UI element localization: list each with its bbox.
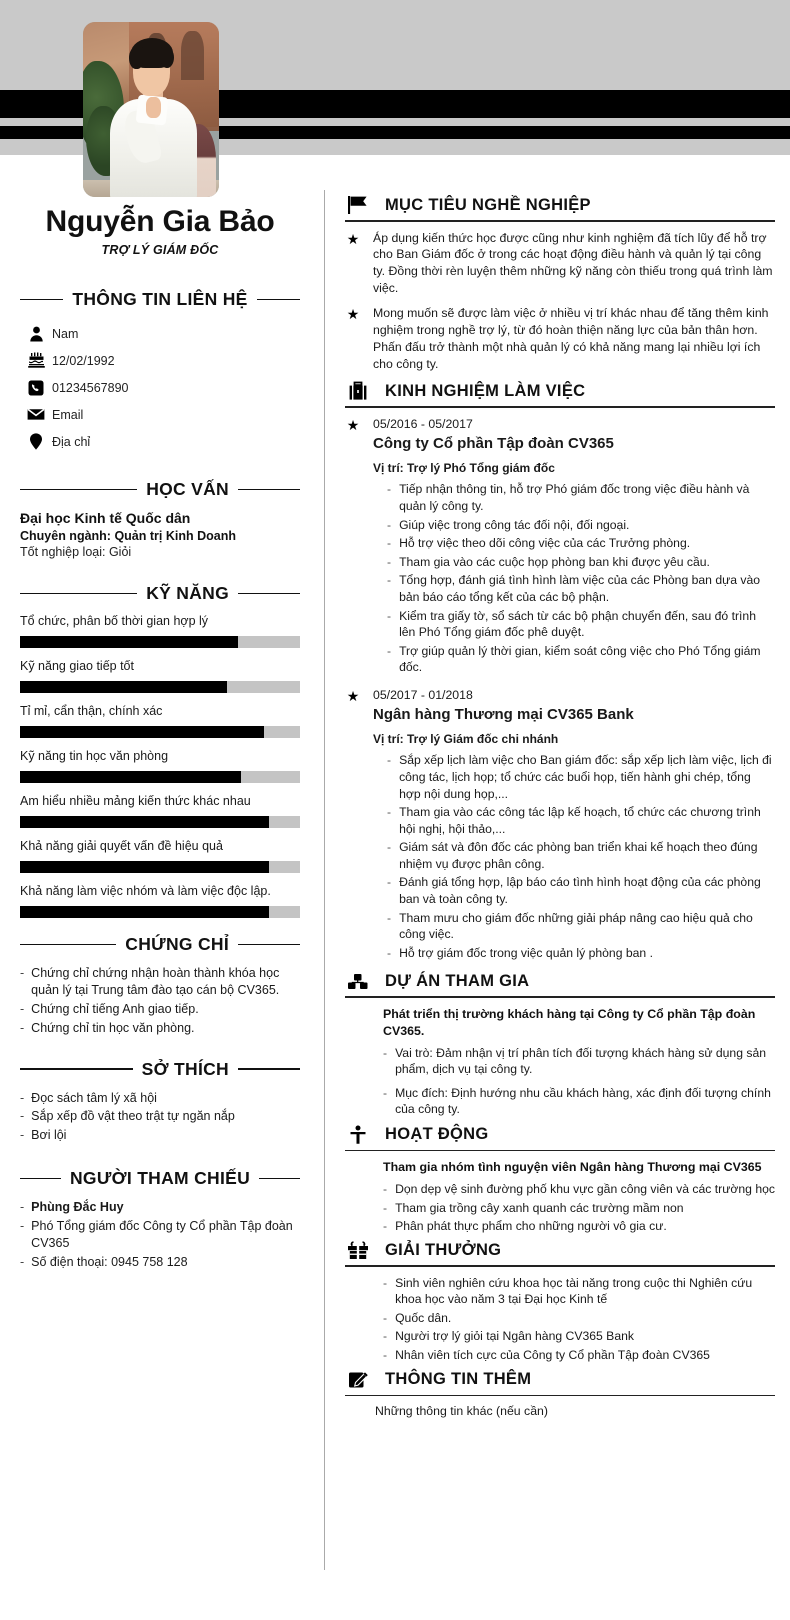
job-company: Ngân hàng Thương mại CV365 Bank — [373, 705, 634, 723]
references-list — [20, 1199, 300, 1271]
birthday-cake-icon — [20, 352, 52, 369]
list-item-text: Sắp xếp đồ vật theo trật tự ngăn nắp — [31, 1109, 235, 1124]
contact-row-birthday — [20, 347, 300, 374]
job-date: 05/2016 - 05/2017 — [373, 416, 473, 431]
objective-item — [345, 305, 775, 372]
contact-value-address: Địa chỉ — [52, 434, 91, 449]
skill-bar-fill — [20, 681, 227, 693]
list-item — [387, 910, 775, 943]
skill-label: Tỉ mỉ, cẩn thận, chính xác — [20, 704, 163, 718]
projects-list — [383, 1045, 775, 1118]
experience-title: KINH NGHIỆM LÀM VIỆC — [385, 381, 586, 400]
objective-text: Áp dụng kiến thức học được cũng như kinh nghiệm đã tích lũy để hỗ trợ cho Ban Giám đốc ở trong các hoạt động điều hành và quản lý tại công ty. Đồng thời rèn luyện thêm những kỹ năng còn thiếu trong quá trình làm việc. — [373, 230, 773, 295]
skill-bar-fill — [20, 906, 269, 918]
bullet-dash: - — [20, 1254, 25, 1269]
edit-note-icon — [345, 1370, 371, 1390]
bullet-dash: - — [387, 840, 392, 855]
list-item — [383, 1218, 775, 1235]
list-item — [20, 1108, 300, 1125]
list-item — [387, 608, 775, 641]
bullet-dash: - — [20, 1020, 25, 1035]
bullet-dash: - — [383, 1085, 388, 1100]
list-item — [387, 874, 775, 907]
skill-bar — [20, 906, 300, 918]
skill-bar — [20, 681, 300, 693]
bullet-dash: - — [383, 1347, 388, 1362]
skill-item — [20, 659, 300, 693]
list-item — [20, 965, 300, 999]
list-item-text: Tiếp nhận thông tin, hỗ trợ Phó giám đốc trong việc điều hành và quản lý công ty. — [399, 482, 750, 513]
experience-body — [373, 416, 775, 678]
bullet-dash: - — [383, 1329, 388, 1344]
bullet-dash: - — [387, 482, 392, 497]
additional-rule — [345, 1395, 775, 1397]
list-item-text: Kiểm tra giấy tờ, sổ sách từ các bộ phận chuyển đến, sau đó trình lên Phó Tổng giám đốc phê duyệt. — [399, 608, 756, 640]
skill-bar-fill — [20, 636, 238, 648]
list-item-text: Phùng Đắc Huy — [31, 1200, 124, 1215]
skill-item — [20, 794, 300, 828]
awards-list — [383, 1275, 775, 1364]
list-item — [20, 1218, 300, 1252]
section-projects — [345, 972, 775, 1117]
map-pin-icon — [20, 433, 52, 450]
star-bullet-icon: ★ — [346, 306, 360, 323]
bullet-dash: - — [387, 643, 392, 658]
experience-list — [345, 416, 775, 964]
star-bullet-icon: ★ — [346, 230, 360, 247]
bullet-dash: - — [387, 573, 392, 588]
skill-item — [20, 704, 300, 738]
list-item — [383, 1347, 775, 1364]
person-icon — [20, 326, 52, 342]
star-bullet-icon: ★ — [346, 687, 360, 704]
list-item-text: Chứng chỉ tin học văn phòng. — [31, 1020, 195, 1035]
list-item-text: Người trợ lý giỏi tại Ngân hàng CV365 Bank — [395, 1329, 634, 1344]
bullet-dash: - — [20, 966, 25, 980]
bullet-dash: - — [20, 1128, 25, 1143]
section-experience — [345, 381, 775, 963]
list-item-text: Vai trò: Đảm nhận vị trí phân tích đối tượng khách hàng sử dụng sản phẩm, dịch vụ tại công ty. — [395, 1045, 767, 1077]
list-item-text: Tổng hợp, đánh giá tình hình làm việc của các Phòng ban dựa vào bản báo cáo tổng kết của các bộ phận. — [399, 573, 761, 604]
job-duty-list — [387, 752, 775, 961]
list-item — [387, 804, 775, 837]
left-column — [0, 275, 320, 1273]
objective-text: Mong muốn sẽ được làm việc ở nhiều vị trí khác nhau để tăng thêm kinh nghiệm trong nghề trợ lý, từ đó hoàn thiện năng lực của bản thân hơn. Phấn đấu trở thành một nhà quản lý có khả năng mang lại nhiều lợi ích cho công ty. — [373, 306, 769, 371]
list-item — [387, 643, 775, 676]
profile-photo — [83, 22, 219, 197]
list-item-text: Hỗ trợ việc theo dõi công việc của các Trưởng phòng. — [399, 536, 691, 551]
certificates-list — [20, 965, 300, 1037]
list-item-text: Dọn dẹp vệ sinh đường phố khu vực gần công viên và các trường học — [395, 1182, 775, 1197]
skills-title: KỸ NĂNG — [146, 583, 229, 603]
skill-bar-fill — [20, 816, 269, 828]
bullet-dash: - — [387, 554, 392, 569]
bullet-dash: - — [383, 1219, 388, 1234]
bullet-dash: - — [383, 1200, 388, 1215]
bullet-dash: - — [387, 945, 392, 960]
additional-text: Những thông tin khác (nếu cần) — [375, 1404, 548, 1419]
objective-title: MỤC TIÊU NGHỀ NGHIỆP — [385, 195, 591, 214]
list-item — [20, 1199, 300, 1216]
objective-list — [345, 230, 775, 373]
bullet-dash: - — [387, 536, 392, 551]
section-header-experience — [345, 381, 775, 406]
skill-bar — [20, 861, 300, 873]
bullet-dash: - — [387, 875, 392, 890]
list-item — [387, 572, 775, 605]
hobbies-list — [20, 1090, 300, 1145]
list-item — [387, 535, 775, 552]
skill-label: Khả năng làm việc nhóm và làm việc độc lập. — [20, 884, 271, 898]
awards-title: GIẢI THƯỞNG — [385, 1240, 502, 1259]
briefcase-icon — [345, 381, 371, 401]
contact-value-gender: Nam — [52, 326, 79, 341]
section-header-skills — [20, 583, 300, 604]
list-item — [387, 554, 775, 571]
gift-icon — [345, 1241, 371, 1260]
bullet-dash: - — [387, 517, 392, 532]
education-block — [20, 510, 300, 559]
person-activity-icon — [345, 1125, 371, 1145]
list-item — [387, 752, 775, 802]
list-item-text: Đọc sách tâm lý xã hội — [31, 1090, 157, 1105]
list-item-text: Tham gia trồng cây xanh quanh các trường mầm non — [395, 1200, 684, 1215]
contact-list — [20, 320, 300, 455]
projects-headline: Phát triển thị trường khách hàng tại Công ty Cổ phần Tập đoàn CV365. — [383, 1007, 756, 1038]
list-item — [383, 1275, 775, 1308]
references-title: NGƯỜI THAM CHIẾU — [69, 1168, 251, 1189]
list-item — [383, 1045, 775, 1078]
skill-bar — [20, 816, 300, 828]
contact-row-phone — [20, 374, 300, 401]
list-item-text: Phân phát thực phẩm cho những người vô gia cư. — [395, 1219, 667, 1234]
education-major: Chuyên ngành: Quản trị Kinh Doanh — [20, 529, 236, 543]
profile-photo-image — [83, 22, 219, 197]
skill-label: Kỹ năng tin học văn phòng — [20, 749, 169, 763]
section-header-education — [20, 479, 300, 500]
list-item — [20, 1127, 300, 1144]
education-school: Đại học Kinh tế Quốc dân — [20, 510, 191, 526]
skill-label: Am hiểu nhiều mảng kiến thức khác nhau — [20, 794, 251, 808]
objective-item — [345, 230, 775, 297]
activities-list — [383, 1181, 775, 1235]
bullet-dash: - — [383, 1045, 388, 1060]
job-position: Vị trí: Trợ lý Giám đốc chi nhánh — [373, 732, 559, 746]
experience-item — [345, 416, 775, 678]
list-item — [383, 1328, 775, 1345]
contact-value-phone: 01234567890 — [52, 380, 129, 395]
skill-label: Khả năng giải quyết vấn đề hiệu quả — [20, 839, 223, 853]
list-item-text: Giám sát và đôn đốc các phòng ban triển khai kế hoạch theo đúng nhiệm vụ được phân công. — [399, 840, 758, 871]
list-item — [383, 1181, 775, 1198]
bullet-dash: - — [383, 1310, 388, 1325]
star-bullet-icon: ★ — [346, 416, 360, 433]
section-awards — [345, 1241, 775, 1364]
contact-row-gender — [20, 320, 300, 347]
candidate-role: TRỢ LÝ GIÁM ĐỐC — [101, 243, 219, 257]
list-item-text: Mục đích: Định hướng nhu cầu khách hàng, xác định đối tượng chính của công ty. — [395, 1085, 771, 1117]
contact-title: THÔNG TIN LIÊN HỆ — [72, 289, 248, 309]
list-item-text: Trợ giúp quản lý thời gian, kiểm soát công việc cho Phó Tổng giám đốc. — [399, 643, 761, 675]
job-duty-list — [387, 481, 775, 676]
list-item-text: Đánh giá tổng hợp, lập báo cáo tình hình hoạt động của các phòng ban và toàn công ty. — [399, 875, 761, 907]
skill-bar — [20, 636, 300, 648]
skill-bar-fill — [20, 861, 269, 873]
list-item-text: Chứng chỉ chứng nhận hoàn thành khóa học quản lý tại Trung tâm đào tạo cán bộ CV365. — [31, 966, 280, 997]
experience-rule — [345, 406, 775, 408]
list-item-text: Hỗ trợ giám đốc trong việc quản lý phòng ban . — [399, 945, 653, 960]
section-header-objective — [345, 195, 775, 220]
bullet-dash: - — [20, 1001, 25, 1016]
envelope-icon — [20, 408, 52, 421]
skill-item — [20, 749, 300, 783]
awards-rule — [345, 1265, 775, 1267]
skill-bar-fill — [20, 771, 241, 783]
bullet-dash: - — [20, 1219, 25, 1233]
list-item — [387, 945, 775, 962]
project-blocks-icon — [345, 973, 371, 991]
contact-row-email — [20, 401, 300, 428]
list-item-text: Chứng chỉ tiếng Anh giao tiếp. — [31, 1001, 199, 1016]
candidate-name: Nguyễn Gia Bảo — [45, 205, 275, 238]
list-item — [20, 1001, 300, 1018]
bullet-dash: - — [387, 753, 392, 768]
bullet-dash: - — [20, 1200, 25, 1215]
projects-title: DỰ ÁN THAM GIA — [385, 972, 530, 991]
bullet-dash: - — [387, 608, 392, 623]
skill-bar — [20, 771, 300, 783]
section-header-hobbies — [20, 1059, 300, 1080]
contact-value-email: Email — [52, 407, 84, 422]
list-item — [383, 1085, 775, 1118]
section-header-certificates — [20, 934, 300, 955]
section-objective — [345, 195, 775, 372]
skill-item — [20, 614, 300, 648]
skill-label: Kỹ năng giao tiếp tốt — [20, 659, 134, 673]
list-item-text: Nhân viên tích cực của Công ty Cổ phần Tập đoàn CV365 — [395, 1347, 710, 1362]
flag-icon — [345, 195, 371, 215]
list-item — [20, 1020, 300, 1037]
section-header-projects — [345, 972, 775, 996]
bullet-dash: - — [387, 910, 392, 925]
bullet-dash: - — [387, 805, 392, 820]
skill-bar-fill — [20, 726, 264, 738]
section-activities — [345, 1125, 775, 1235]
skill-bar — [20, 726, 300, 738]
bullet-dash: - — [20, 1109, 25, 1124]
skills-list — [20, 614, 300, 918]
skill-label: Tổ chức, phân bố thời gian hợp lý — [20, 614, 209, 628]
section-header-additional — [345, 1370, 775, 1395]
list-item — [20, 1090, 300, 1107]
list-item-text: Tham gia vào các công tác lập kế hoạch, tổ chức các chương trình hội nghị, hội thảo,... — [399, 805, 761, 836]
section-additional — [345, 1370, 775, 1419]
skill-item — [20, 884, 300, 918]
right-column — [345, 195, 775, 1424]
list-item-text: Tham gia vào các cuộc họp phòng ban khi được yêu cầu. — [399, 554, 710, 569]
section-header-references — [20, 1168, 300, 1189]
objective-rule — [345, 220, 775, 222]
list-item — [20, 1254, 300, 1271]
list-item-text: Tham mưu cho giám đốc những giải pháp nâng cao hiệu quả cho công việc. — [399, 910, 753, 942]
section-header-awards — [345, 1241, 775, 1265]
experience-body — [373, 687, 775, 964]
contact-row-address — [20, 428, 300, 455]
list-item-text: Sinh viên nghiên cứu khoa học tài năng trong cuộc thi Nghiên cứu khoa học vào năm 3 tại Đại học Kinh tế — [395, 1275, 753, 1307]
skill-item — [20, 839, 300, 873]
phone-icon — [20, 380, 52, 396]
hobbies-title: SỞ THÍCH — [141, 1058, 229, 1079]
contact-value-birthday: 12/02/1992 — [52, 353, 115, 368]
list-item — [383, 1200, 775, 1217]
projects-rule — [345, 996, 775, 998]
activities-headline: Tham gia nhóm tình nguyện viên Ngân hàng Thương mại CV365 — [383, 1160, 762, 1175]
education-grade: Tốt nghiệp loại: Giỏi — [20, 545, 132, 559]
list-item-text: Sắp xếp lịch làm việc cho Ban giám đốc: sắp xếp lịch làm việc, lịch đi công tác, lịch họp; tổ chức các buổi họp, tiến hành ghi chép, tổng hợp nội dung họp,... — [399, 753, 772, 801]
column-divider — [324, 190, 325, 1570]
list-item — [387, 839, 775, 872]
list-item — [387, 481, 775, 514]
activities-rule — [345, 1150, 775, 1152]
additional-title: THÔNG TIN THÊM — [385, 1370, 532, 1389]
section-header-activities — [345, 1125, 775, 1150]
experience-item — [345, 687, 775, 964]
list-item-text: Quốc dân. — [395, 1310, 452, 1325]
job-date: 05/2017 - 01/2018 — [373, 687, 473, 702]
bullet-dash: - — [383, 1182, 388, 1197]
section-header-contact — [20, 289, 300, 310]
bullet-dash: - — [20, 1090, 25, 1105]
job-company: Công ty Cổ phần Tập đoàn CV365 — [373, 434, 614, 452]
list-item-text: Bơi lội — [31, 1128, 67, 1143]
list-item-text: Số điện thoại: 0945 758 128 — [31, 1254, 188, 1269]
certificates-title: CHỨNG CHỈ — [125, 934, 229, 954]
bullet-dash: - — [383, 1275, 388, 1290]
list-item — [387, 517, 775, 534]
education-title: HỌC VẤN — [146, 479, 229, 499]
list-item — [383, 1310, 775, 1327]
job-position: Vị trí: Trợ lý Phó Tổng giám đốc — [373, 461, 555, 476]
activities-title: HOẠT ĐỘNG — [385, 1125, 489, 1144]
list-item-text: Phó Tổng giám đốc Công ty Cổ phần Tập đoàn CV365 — [31, 1219, 293, 1250]
list-item-text: Giúp việc trong công tác đối nội, đối ngoại. — [399, 517, 630, 532]
